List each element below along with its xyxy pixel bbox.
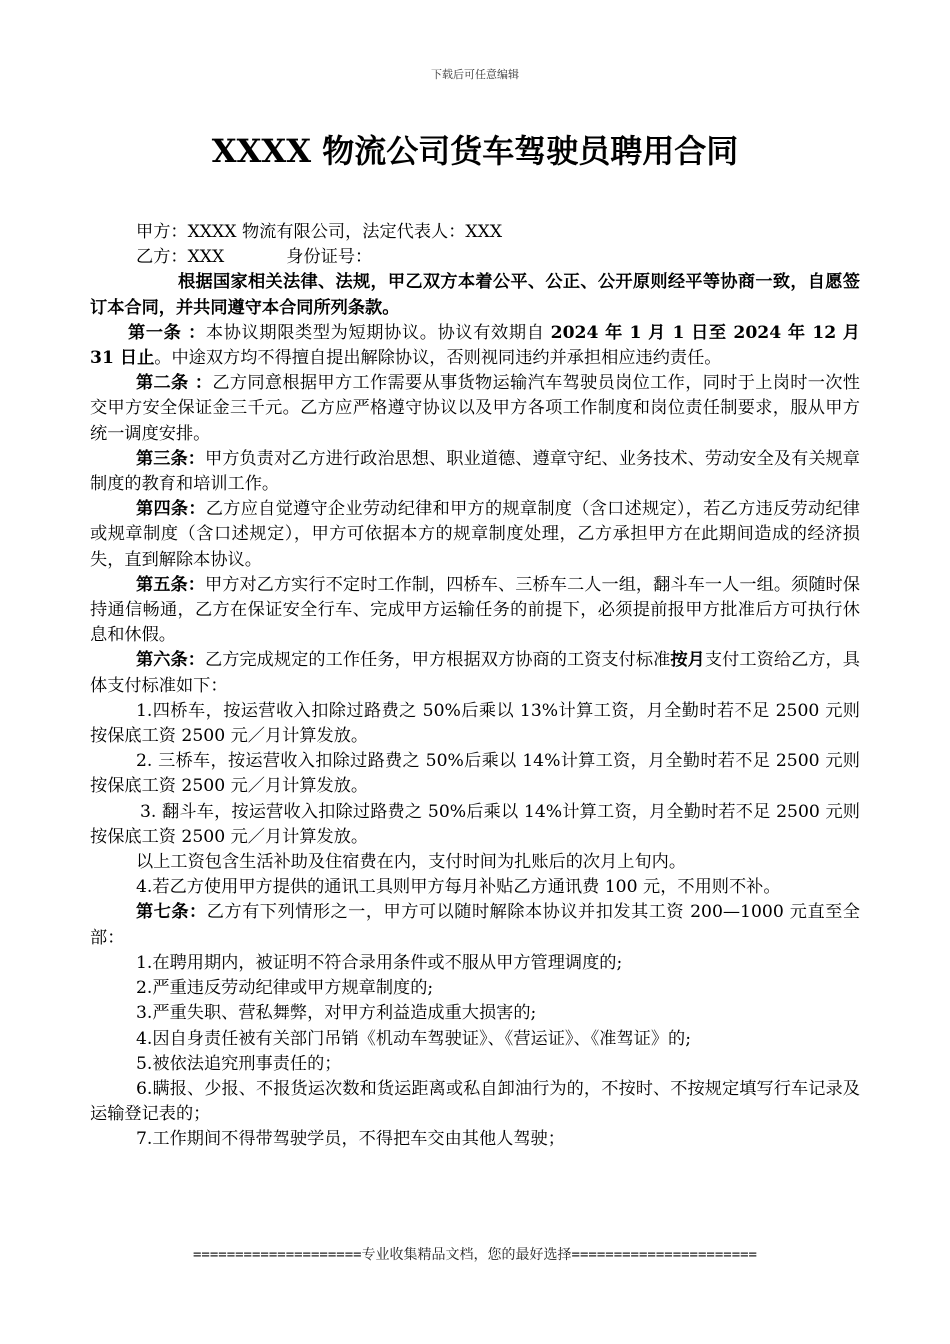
- article-7-item: 7.工作期间不得带驾驶学员，不得把车交由其他人驾驶；: [136, 1129, 565, 1150]
- article-6-item: 1.四桥车，按运营收入扣除过路费之 50%后乘以 13%计算工资，月全勤时若不足 2500 元则按保底工资 2500 元／月计算发放。: [90, 700, 860, 747]
- article-7: [90, 900, 860, 950]
- article-6-text-post: 支付工资给乙方，具体支付标准如下：: [90, 650, 860, 696]
- article-7-text: 乙方有下列情形之一，甲方可以随时解除本协议并扣发其工资 200—1000 元直至全部：: [90, 902, 860, 948]
- party-b-id-label: 身份证号：: [286, 247, 373, 268]
- article-4-label: 第四条：: [136, 499, 206, 520]
- article-7-item: 3.严重失职、营私舞弊，对甲方利益造成重大损害的;: [136, 1003, 537, 1024]
- article-6-text: 乙方完成规定的工作任务，甲方根据双方协商的工资支付标准: [204, 650, 671, 671]
- article-6-bold: 按月: [670, 650, 705, 671]
- article-2-text: 乙方同意根据甲方工作需要从事货物运输汽车驾驶员岗位工作，同时于上岗时一次性交甲方安全保证金三千元。乙方应严格遵守协议以及甲方各项工作制度和岗位责任制要求，服从甲方统一调度安排。: [90, 373, 860, 444]
- article-6-item: 2. 三桥车，按运营收入扣除过路费之 50%后乘以 14%计算工资，月全勤时若不足 2500 元则按保底工资 2500 元／月计算发放。: [90, 751, 860, 797]
- article-7-item: 2.严重违反劳动纪律或甲方规章制度的;: [136, 978, 434, 999]
- party-b-name: 乙方：XXX: [136, 247, 225, 268]
- article-1: [90, 321, 860, 371]
- article-3-text: 甲方负责对乙方进行政治思想、职业道德、遵章守纪、业务技术、劳动安全及有关规章制度的教育和培训工作。: [90, 448, 860, 495]
- article-3: [90, 447, 860, 497]
- article-1-date: 2024 年 1 月 1 日至 2024 年 12 月 31 日止: [90, 322, 860, 369]
- article-1-text: 本协议期限类型为短期协议。协议有效期自: [205, 322, 551, 343]
- article-2-label: 第二条 ：: [136, 373, 213, 394]
- party-b: [90, 245, 860, 270]
- article-6-item: 3. 翻斗车，按运营收入扣除过路费之 50%后乘以 14%计算工资，月全勤时若不足 2500 元则按保底工资 2500 元／月计算发放。: [90, 801, 860, 847]
- article-7-item: 4.因自身责任被有关部门吊销《机动车驾驶证》、《营运证》、《准驾证》的;: [136, 1028, 691, 1049]
- article-4: [90, 497, 860, 573]
- article-5-label: 第五条：: [136, 574, 205, 595]
- article-5: [90, 573, 860, 649]
- document-body: [90, 220, 860, 1153]
- footer-banner: ====================专业收集精品文档，您的最好选择======================: [192, 1247, 757, 1263]
- article-7-item: 5.被依法追究刑事责任的；: [136, 1053, 342, 1074]
- header-note: 下载后可任意编辑: [431, 68, 519, 81]
- article-6-label: 第六条：: [136, 650, 205, 671]
- article-7-item: 6.瞒报、少报、不报货运次数和货运距离或私自卸油行为的，不按时、不按规定填写行车记录及运输登记表的；: [90, 1078, 860, 1125]
- article-7-label: 第七条：: [136, 902, 207, 923]
- preamble: 根据国家相关法律、法规，甲乙双方本着公平、公正、公开原则经平等协商一致，自愿签订本合同，并共同遵守本合同所列条款。: [90, 272, 860, 318]
- article-3-label: 第三条：: [136, 448, 205, 469]
- article-5-text: 甲方对乙方实行不定时工作制，四桥车、三桥车二人一组，翻斗车一人一组。须随时保持通信畅通，乙方在保证安全行车、完成甲方运输任务的前提下，必须提前报甲方批准后方可执行休息和休假。: [90, 574, 860, 646]
- document-title: XXXX 物流公司货车驾驶员聘用合同: [211, 132, 739, 170]
- article-2: [90, 371, 860, 447]
- article-6-item: 以上工资包含生活补助及住宿费在内，支付时间为扎账后的次月上旬内。: [136, 852, 687, 873]
- article-1-label: 第一条 ：: [128, 322, 206, 343]
- article-6-item: 4.若乙方使用甲方提供的通讯工具则甲方每月补贴乙方通讯费 100 元，不用则不补。: [136, 877, 781, 898]
- article-4-text: 乙方应自觉遵守企业劳动纪律和甲方的规章制度（含口述规定），若乙方违反劳动纪律或规章制度（含口述规定），甲方可依据本方的规章制度处理，乙方承担甲方在此期间造成的经济损失，直到解除本协议。: [90, 499, 860, 570]
- article-6: [90, 648, 860, 698]
- article-1-text-post: 。中途双方均不得擅自提出解除协议，否则视同违约并承担相应违约责任。: [154, 348, 722, 369]
- party-a: 甲方：XXXX 物流有限公司，法定代表人：XXX: [136, 222, 503, 242]
- article-7-item: 1.在聘用期内，被证明不符合录用条件或不服从甲方管理调度的;: [136, 952, 623, 973]
